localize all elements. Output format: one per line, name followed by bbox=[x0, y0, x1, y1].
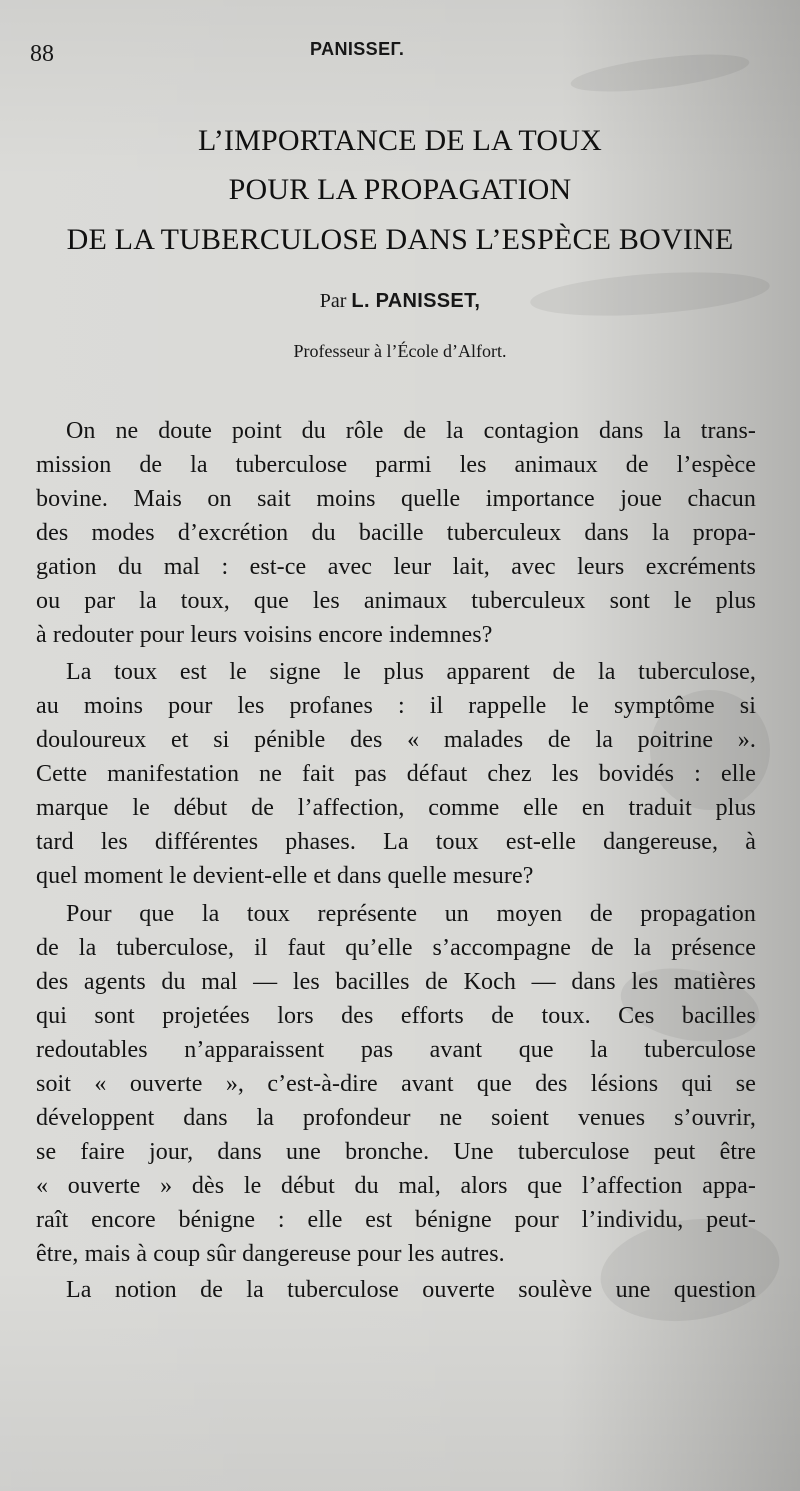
byline-prefix: Par bbox=[319, 290, 347, 312]
body-line: La toux est le signe le plus apparent de la tuberculose, bbox=[66, 659, 756, 685]
body-line: au moins pour les profanes : il rappelle le symptôme si bbox=[36, 693, 756, 719]
body-line: bovine. Mais on sait moins quelle importance joue chacun bbox=[36, 486, 756, 512]
author-affiliation: Professeur à l’École d’Alfort. bbox=[293, 341, 507, 361]
body-line: mission de la tuberculose parmi les animaux de l’espèce bbox=[36, 452, 756, 478]
body-line: des modes d’excrétion du bacille tuberculeux dans la propa- bbox=[36, 520, 756, 546]
body-line: « ouverte » dès le début du mal, alors que l’affection appa- bbox=[36, 1173, 756, 1199]
body-line: soit « ouverte », c’est-à-dire avant que des lésions qui se bbox=[36, 1071, 756, 1097]
body-line: des agents du mal — les bacilles de Koch — dans les matières bbox=[36, 969, 756, 995]
article-title-line-2: POUR LA PROPAGATION bbox=[228, 173, 572, 206]
running-head: PANISSEГ. bbox=[310, 39, 405, 59]
body-line: être, mais à coup sûr dangereuse pour les autres. bbox=[36, 1241, 505, 1267]
body-line: douloureux et si pénible des « malades de la poitrine ». bbox=[36, 727, 756, 753]
body-line: On ne doute point du rôle de la contagion dans la trans- bbox=[66, 418, 756, 444]
body-line: quel moment le devient-elle et dans quelle mesure? bbox=[36, 863, 534, 889]
body-line: redoutables n’apparaissent pas avant que la tuberculose bbox=[36, 1037, 756, 1063]
body-line: La notion de la tuberculose ouverte soulève une question bbox=[66, 1277, 756, 1303]
page-number: 88 bbox=[30, 41, 54, 67]
article-title-line-1: L’IMPORTANCE DE LA TOUX bbox=[197, 124, 603, 157]
body-line: marque le début de l’affection, comme elle en traduit plus bbox=[36, 795, 756, 821]
body-line: gation du mal : est-ce avec leur lait, avec leurs excréments bbox=[36, 554, 756, 580]
body-line: ou par la toux, que les animaux tuberculeux sont le plus bbox=[36, 588, 756, 614]
body-line: raît encore bénigne : elle est bénigne pour l’individu, peut- bbox=[36, 1207, 756, 1233]
body-line: qui sont projetées lors des efforts de toux. Ces bacilles bbox=[36, 1003, 756, 1029]
body-line: Cette manifestation ne fait pas défaut chez les bovidés : elle bbox=[36, 761, 756, 787]
author-name: L. PANISSET, bbox=[351, 290, 481, 312]
scan-shadow bbox=[569, 47, 751, 99]
body-line: Pour que la toux représente un moyen de propagation bbox=[66, 901, 756, 927]
body-line: développent dans la profondeur ne soient venues s’ouvrir, bbox=[36, 1105, 756, 1131]
body-line: tard les différentes phases. La toux est-elle dangereuse, à bbox=[36, 829, 756, 855]
body-line: à redouter pour leurs voisins encore indemnes? bbox=[36, 622, 493, 648]
body-line: se faire jour, dans une bronche. Une tuberculose peut être bbox=[36, 1139, 756, 1165]
body-line: de la tuberculose, il faut qu’elle s’accompagne de la présence bbox=[36, 935, 756, 961]
article-title-line-3: DE LA TUBERCULOSE DANS L’ESPÈCE BOVINE bbox=[66, 223, 734, 256]
author-byline bbox=[0, 291, 800, 311]
